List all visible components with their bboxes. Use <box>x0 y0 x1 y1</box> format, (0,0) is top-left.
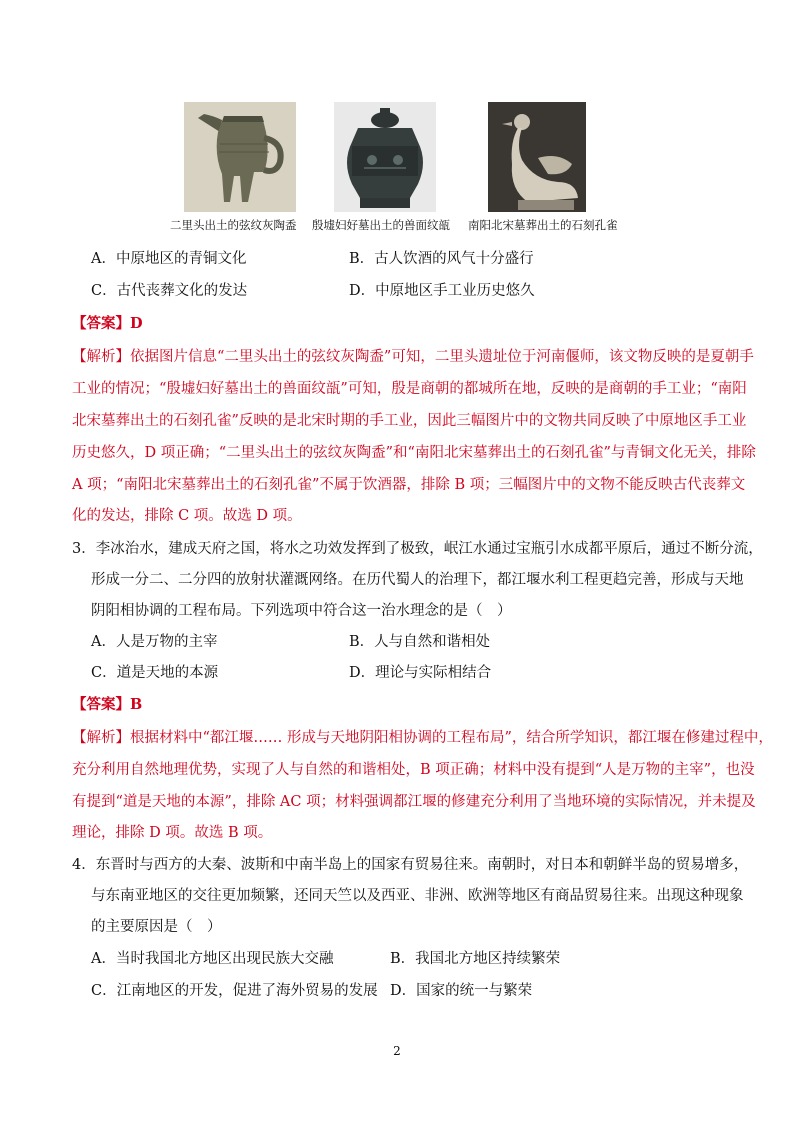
q3-stem-line: 3．李冰治水，建成天府之国，将水之功效发挥到了极致，岷江水通过宝瓶引水成都平原后，通过不断分流， <box>72 541 763 557</box>
stone-peacock-image <box>488 102 586 212</box>
q4-option-c: C．江南地区的开发，促进了海外贸易的发展 <box>91 983 378 999</box>
q4-option-d: D．国家的统一与繁荣 <box>390 983 533 999</box>
q2-explanation-line: 历史悠久，D 项正确；“二里头出土的弦纹灰陶盉”和“南阳北宋墓葬出土的石刻孔雀”与青铜文化无关，排除 <box>72 445 756 461</box>
pottery-vessel-image <box>184 102 296 212</box>
q3-explanation-line: 【解析】根据材料中“都江堰…… 形成与天地阴阳相协调的工程布局”，结合所学知识，都江堰在修建过程中， <box>72 730 773 746</box>
caption-peacock: 南阳北宋墓葬出土的石刻孔雀 <box>468 218 618 232</box>
q3-answer: 【答案】B <box>72 696 143 713</box>
q2-explanation-line: 北宋墓葬出土的石刻孔雀”反映的是北宋时期的手工业，因此三幅图片中的文物共同反映了中原地区手工业 <box>72 413 747 429</box>
q3-option-d: D．理论与实际相结合 <box>349 665 492 681</box>
artifact-image-row <box>170 102 640 237</box>
q4-stem-line: 与东南亚地区的交往更加频繁，还同天竺以及西亚、非洲、欧洲等地区有商品贸易往来。出现这种现象 <box>91 888 744 904</box>
q2-answer: 【答案】D <box>72 315 143 332</box>
q3-option-c: C．道是天地的本源 <box>91 665 219 681</box>
q3-explanation-line: 理论，排除 D 项。故选 B 项。 <box>72 825 273 841</box>
q2-explanation-line: 工业的情况；“殷墟妇好墓出土的兽面纹瓿”可知，殷是商朝的都城所在地，反映的是商朝的手工业；“南阳 <box>72 381 747 397</box>
q2-explanation-line: A 项；“南阳北宋墓葬出土的石刻孔雀”不属于饮酒器，排除 B 项；三幅图片中的文物不能反映古代丧葬文 <box>72 477 746 493</box>
page-number: 2 <box>393 1044 401 1058</box>
bronze-bu-vessel-image <box>334 102 436 212</box>
caption-pottery: 二里头出土的弦纹灰陶盉 <box>170 218 297 232</box>
q2-option-a: A．中原地区的青铜文化 <box>91 251 247 267</box>
q2-option-c: C．古代丧葬文化的发达 <box>91 283 248 299</box>
q3-explanation-line: 有提到“道是天地的本源”，排除 AC 项；材料强调都江堰的修建充分利用了当地环境的实际情况，并未提及 <box>72 794 756 810</box>
q2-explanation-line: 【解析】依据图片信息“二里头出土的弦纹灰陶盉”可知，二里头遗址位于河南偃师，该文物反映的是夏朝手 <box>72 349 754 365</box>
q4-stem-line: 4．东晋时与西方的大秦、波斯和中南半岛上的国家有贸易往来。南朝时，对日本和朝鲜半岛的贸易增多， <box>72 857 749 873</box>
q3-stem-line: 形成一分二、二分四的放射状灌溉网络。在历代蜀人的治理下，都江堰水利工程更趋完善，形成与天地 <box>91 572 744 588</box>
q3-option-a: A．人是万物的主宰 <box>91 634 218 650</box>
q2-explanation-line: 化的发达，排除 C 项。故选 D 项。 <box>72 508 302 524</box>
q4-option-b: B．我国北方地区持续繁荣 <box>390 951 561 967</box>
q4-stem-line: 的主要原因是（ ） <box>91 919 222 935</box>
q2-option-d: D．中原地区手工业历史悠久 <box>349 283 535 299</box>
q3-stem-line: 阴阳相协调的工程布局。下列选项中符合这一治水理念的是（ ） <box>91 603 512 619</box>
q4-option-a: A．当时我国北方地区出现民族大交融 <box>91 951 334 967</box>
q3-option-b: B．人与自然和谐相处 <box>349 634 491 650</box>
q3-explanation-line: 充分利用自然地理优势，实现了人与自然的和谐相处，B 项正确；材料中没有提到“人是万物的主宰”，也没 <box>72 762 755 778</box>
caption-bronze: 殷墟妇好墓出土的兽面纹瓿 <box>312 218 450 232</box>
q2-option-b: B．古人饮酒的风气十分盛行 <box>349 251 534 267</box>
